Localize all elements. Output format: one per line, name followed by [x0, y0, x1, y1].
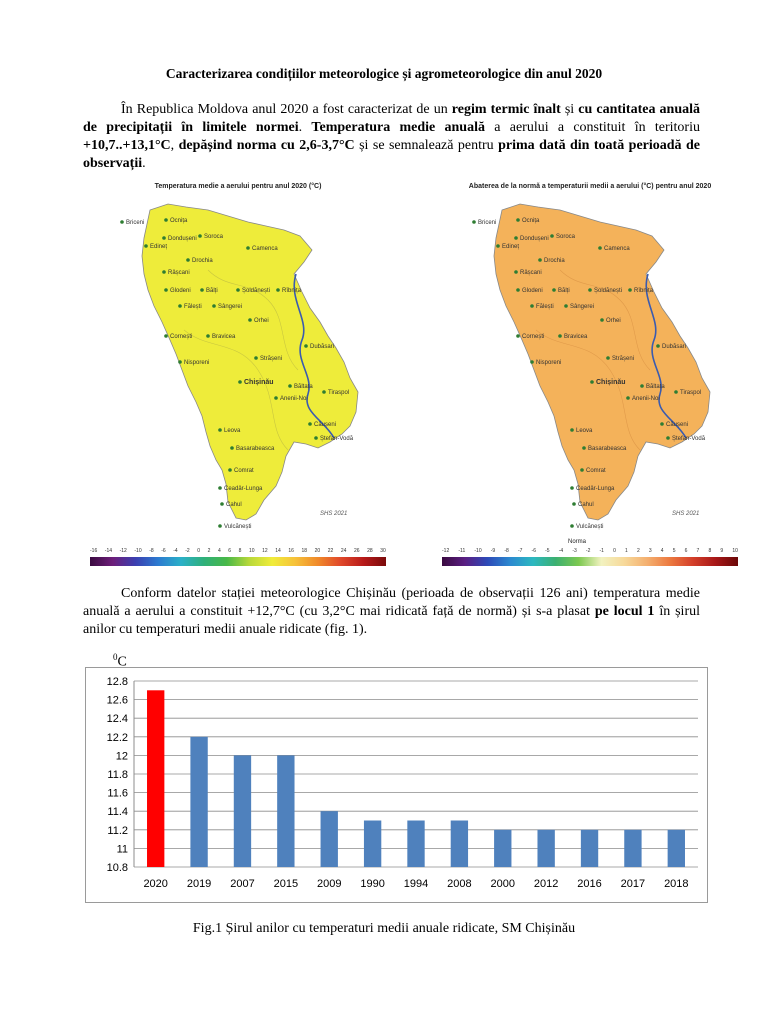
temperature-map-graphic: [88, 180, 388, 540]
city-label: Chișinău: [596, 379, 626, 386]
scale-tick: 7: [696, 548, 700, 554]
norma-label: Norma: [568, 539, 587, 545]
chisinau-paragraph: [83, 585, 700, 639]
scale-tick: -1: [599, 548, 604, 554]
color-scale-ticks: [442, 548, 738, 554]
station-marker: [570, 524, 574, 528]
station-marker: [218, 524, 222, 528]
city-label: Briceni: [126, 220, 145, 226]
city-label: Orhei: [606, 318, 621, 324]
city-label: Camenca: [252, 246, 278, 252]
station-marker: [254, 356, 258, 360]
city-label: Tiraspol: [328, 390, 350, 396]
color-scale-bar: [90, 557, 386, 566]
station-marker: [276, 288, 280, 292]
city-label: Ștefan-Vodă: [320, 436, 354, 442]
x-tick-label: 2007: [230, 878, 255, 890]
city-label: Soroca: [556, 234, 576, 240]
station-marker: [674, 390, 678, 394]
station-marker: [660, 422, 664, 426]
city-label: Glodeni: [522, 288, 543, 294]
station-marker: [514, 270, 518, 274]
city-label: Cornești: [170, 334, 193, 340]
scale-tick: -2: [185, 548, 190, 554]
scale-tick: -2: [585, 548, 591, 554]
scale-tick: 16: [288, 548, 294, 554]
scale-tick: 5: [672, 548, 676, 554]
city-label: Camenca: [604, 246, 630, 252]
city-label: Șoldănești: [594, 288, 623, 294]
station-marker: [178, 360, 182, 364]
station-marker: [186, 258, 190, 262]
station-marker: [248, 318, 252, 322]
station-marker: [530, 304, 534, 308]
scale-tick: 0: [613, 548, 616, 554]
scale-tick: -5: [545, 548, 550, 554]
y-tick-label: 11: [116, 843, 128, 856]
scale-tick: -12: [442, 548, 450, 554]
city-label: Anenii-Noi: [280, 396, 308, 402]
scale-tick: -12: [119, 548, 127, 554]
scale-tick: 4: [217, 548, 221, 554]
station-marker: [572, 502, 576, 506]
scale-tick: 28: [367, 548, 373, 554]
station-marker: [274, 396, 278, 400]
station-marker: [164, 334, 168, 338]
city-label: Tiraspol: [680, 390, 702, 396]
bar-chart-plot: [86, 668, 707, 902]
station-marker: [626, 396, 630, 400]
city-label: Cornești: [522, 334, 545, 340]
city-label: Căușeni: [666, 422, 689, 428]
city-label: Strășeni: [260, 356, 283, 362]
city-label: Leova: [224, 428, 241, 434]
city-label: Dubăsari: [662, 344, 687, 350]
y-tick-label: 12.8: [106, 676, 128, 688]
station-marker: [198, 234, 202, 238]
city-label: Bălți: [206, 288, 218, 294]
bar-2015: [277, 755, 294, 867]
city-label: Șoldănești: [242, 288, 271, 294]
station-marker: [164, 218, 168, 222]
scale-tick: 6: [684, 548, 688, 554]
station-marker: [218, 486, 222, 490]
city-label: Leova: [576, 428, 593, 434]
y-tick-label: 10.8: [106, 862, 128, 874]
bar-2019: [190, 737, 207, 867]
text-run: cu cantitatea anuală de precipitații în limitele normei: [83, 102, 700, 135]
intro-paragraph: [83, 101, 700, 173]
station-marker: [570, 486, 574, 490]
color-scale-bar: [442, 557, 738, 566]
station-marker: [496, 244, 500, 248]
scale-tick: 4: [660, 548, 664, 554]
scale-tick: -4: [558, 548, 564, 554]
scale-tick: -8: [504, 548, 509, 554]
station-marker: [564, 304, 568, 308]
city-label: Râșcani: [168, 270, 190, 276]
scale-tick: -6: [531, 548, 536, 554]
text-run: +10,7..+13,1°C: [83, 138, 171, 153]
city-label: Dondușeni: [168, 236, 197, 242]
text-run: depășind norma cu 2,6-3,7°C: [178, 138, 355, 153]
station-marker: [162, 270, 166, 274]
x-tick-label: 2020: [143, 878, 168, 890]
map-credit: SHS 2021: [320, 511, 348, 517]
scale-tick: -11: [458, 548, 466, 554]
bar-chart: [85, 667, 708, 903]
station-marker: [598, 246, 602, 250]
station-marker: [580, 468, 584, 472]
text-run: prima dată din toată perioadă de observații: [83, 138, 700, 171]
bar-2018: [668, 830, 685, 867]
text-run: și: [560, 102, 579, 117]
station-marker: [200, 288, 204, 292]
city-label: Rîbnița: [282, 288, 302, 294]
station-marker: [308, 422, 312, 426]
x-tick-label: 2015: [273, 878, 299, 890]
y-tick-label: 11.8: [107, 769, 128, 781]
station-marker: [558, 334, 562, 338]
city-label: Comrat: [234, 468, 254, 474]
scale-tick: 30: [380, 548, 386, 554]
city-label: Ceadâr-Lunga: [576, 486, 615, 492]
y-tick-label: 12.6: [106, 694, 128, 707]
station-marker: [220, 502, 224, 506]
station-marker: [120, 220, 124, 224]
city-label: Bălți: [558, 288, 570, 294]
y-tick-label: 11.2: [107, 824, 128, 837]
text-run: pe locul 1: [594, 604, 655, 619]
city-label: Fălești: [184, 304, 202, 310]
scale-tick: 8: [238, 548, 242, 554]
city-label: Ceadâr-Lunga: [224, 486, 263, 492]
scale-tick: 0: [197, 548, 201, 554]
text-run: în șirul anilor cu temperaturi medii anuale ridicate (fig. 1).: [83, 604, 700, 637]
city-label: Vulcănești: [576, 524, 604, 530]
anomaly-map: [440, 180, 740, 572]
bar-1990: [364, 821, 381, 868]
color-scale-ticks: [90, 548, 386, 554]
figure-caption: Fig.1 Șirul anilor cu temperaturi medii anuale ridicate, SM Chișinău: [192, 921, 576, 936]
text-run: ,: [170, 138, 179, 153]
station-marker: [570, 428, 574, 432]
station-marker: [640, 384, 644, 388]
scale-tick: 20: [314, 548, 321, 554]
station-marker: [628, 288, 632, 292]
station-marker: [588, 288, 592, 292]
temperature-map: [88, 180, 388, 572]
x-tick-label: 2000: [490, 878, 516, 890]
station-marker: [530, 360, 534, 364]
city-label: Sângerei: [570, 304, 595, 310]
scale-tick: -7: [517, 548, 523, 554]
x-tick-label: 2018: [664, 878, 689, 890]
city-label: Bravicea: [564, 334, 588, 340]
city-label: Drochia: [544, 258, 565, 264]
station-marker: [552, 288, 556, 292]
scale-tick: -4: [173, 548, 178, 554]
station-marker: [178, 304, 182, 308]
scale-tick: 22: [327, 548, 334, 554]
scale-tick: 2: [207, 548, 211, 554]
scale-tick: 9: [720, 548, 724, 554]
scale-tick: 26: [353, 548, 360, 554]
bar-2017: [624, 830, 641, 867]
x-tick-label: 2012: [533, 878, 559, 890]
station-marker: [288, 384, 292, 388]
scale-tick: 18: [301, 548, 308, 554]
page-title: Caracterizarea condițiilor meteorologice și agrometeorologice din anul 2020: [165, 66, 603, 81]
x-tick-label: 2008: [447, 878, 472, 890]
scale-tick: 12: [262, 548, 268, 554]
map-title: Temperatura medie a aerului pentru anul 2020 (°C): [154, 183, 322, 190]
scale-tick: -10: [474, 548, 482, 554]
station-marker: [144, 244, 148, 248]
scale-tick: 24: [340, 548, 347, 554]
y-tick-label: 11.4: [107, 806, 128, 819]
scale-tick: 10: [248, 548, 255, 554]
text-run: .: [298, 120, 312, 135]
map-credit: SHS 2021: [672, 511, 700, 517]
station-marker: [230, 446, 234, 450]
city-label: Băltața: [294, 384, 313, 390]
city-label: Cahul: [226, 502, 242, 508]
bar-2009: [321, 811, 338, 867]
y-axis-unit: $^0$C: [113, 652, 127, 670]
station-marker: [164, 288, 168, 292]
scale-tick: 14: [275, 548, 281, 554]
text-run: .: [142, 156, 146, 171]
scale-tick: -14: [104, 548, 113, 554]
station-marker: [218, 428, 222, 432]
station-marker: [590, 380, 594, 384]
station-marker: [212, 304, 216, 308]
city-label: Căușeni: [314, 422, 337, 428]
city-label: Ocnița: [522, 218, 540, 224]
station-marker: [606, 356, 610, 360]
city-label: Edineț: [150, 244, 168, 250]
city-label: Dondușeni: [520, 236, 549, 242]
station-marker: [550, 234, 554, 238]
x-tick-label: 1990: [360, 878, 385, 890]
x-tick-label: 2009: [316, 878, 342, 890]
city-label: Briceni: [478, 220, 497, 226]
city-label: Bravicea: [212, 334, 236, 340]
city-label: Strășeni: [612, 356, 635, 362]
station-marker: [236, 288, 240, 292]
scale-tick: -6: [161, 548, 166, 554]
bar-2020: [147, 690, 164, 867]
station-marker: [538, 258, 542, 262]
anomaly-map-graphic: [440, 180, 740, 540]
station-marker: [228, 468, 232, 472]
bar-2012: [537, 830, 554, 867]
city-label: Rîbnița: [634, 288, 654, 294]
text-run: În Republica Moldova anul 2020 a fost caracterizat de un: [121, 102, 452, 117]
city-label: Râșcani: [520, 270, 542, 276]
scale-tick: -8: [149, 548, 154, 554]
scale-tick: -10: [134, 548, 142, 554]
bar-2016: [581, 830, 598, 867]
station-marker: [246, 246, 250, 250]
x-tick-label: 2016: [577, 878, 602, 890]
station-marker: [516, 218, 520, 222]
station-marker: [206, 334, 210, 338]
scale-tick: 2: [636, 548, 640, 554]
scale-tick: 6: [228, 548, 232, 554]
text-run: Temperatura medie anuală: [311, 120, 485, 135]
y-tick-label: 12.4: [106, 713, 128, 726]
station-marker: [516, 288, 520, 292]
station-marker: [582, 446, 586, 450]
text-run: și se semnalează pentru: [354, 138, 499, 153]
station-marker: [162, 236, 166, 240]
city-label: Sângerei: [218, 304, 243, 310]
city-label: Băltața: [646, 384, 665, 390]
bar-2000: [494, 830, 511, 867]
city-label: Chișinău: [244, 379, 274, 386]
station-marker: [314, 436, 318, 440]
text-run: regim termic înalt: [451, 102, 561, 117]
bar-1994: [407, 821, 424, 868]
city-label: Drochia: [192, 258, 213, 264]
city-label: Comrat: [586, 468, 606, 474]
scale-tick: -9: [490, 548, 496, 554]
scale-tick: -3: [572, 548, 577, 554]
bar-2008: [451, 821, 468, 868]
city-label: Edineț: [502, 244, 520, 250]
text-run: Conform datelor stației meteorologice Chișinău (perioada de observații 126 ani) temperatura medie anuală a aerului a constituit +12,7°C (cu 3,2°C mai ridicată față de normă) și s-a plasat: [83, 586, 700, 619]
station-marker: [472, 220, 476, 224]
scale-tick: -16: [90, 548, 98, 554]
city-label: Nisporeni: [536, 360, 562, 366]
city-label: Basarabeasca: [236, 446, 275, 452]
city-label: Ocnița: [170, 218, 188, 224]
city-label: Anenii-Noi: [632, 396, 660, 402]
scale-tick: 3: [648, 548, 652, 554]
city-label: Soroca: [204, 234, 224, 240]
x-tick-label: 2017: [620, 878, 646, 890]
y-tick-label: 12: [115, 750, 128, 763]
station-marker: [666, 436, 670, 440]
scale-tick: 1: [625, 548, 628, 554]
station-marker: [516, 334, 520, 338]
city-label: Dubăsari: [310, 344, 335, 350]
city-label: Ștefan-Vodă: [672, 436, 706, 442]
city-label: Basarabeasca: [588, 446, 627, 452]
y-tick-label: 11.6: [107, 787, 128, 800]
scale-tick: 8: [708, 548, 712, 554]
bar-2007: [234, 755, 251, 867]
scale-tick: 10: [732, 548, 738, 554]
city-label: Nisporeni: [184, 360, 210, 366]
y-tick-label: 12.2: [106, 731, 128, 744]
city-label: Vulcănești: [224, 524, 252, 530]
map-title: Abaterea de la normă a temperaturii medii a aerului (°C) pentru anul 2020: [468, 183, 712, 190]
station-marker: [656, 344, 660, 348]
x-tick-label: 2019: [186, 878, 212, 890]
city-label: Cahul: [578, 502, 594, 508]
station-marker: [600, 318, 604, 322]
station-marker: [322, 390, 326, 394]
station-marker: [514, 236, 518, 240]
city-label: Orhei: [254, 318, 269, 324]
text-run: a aerului a constituit în teritoriu: [484, 120, 700, 135]
city-label: Fălești: [536, 304, 554, 310]
station-marker: [238, 380, 242, 384]
station-marker: [304, 344, 308, 348]
city-label: Glodeni: [170, 288, 191, 294]
x-tick-label: 1994: [403, 878, 429, 890]
